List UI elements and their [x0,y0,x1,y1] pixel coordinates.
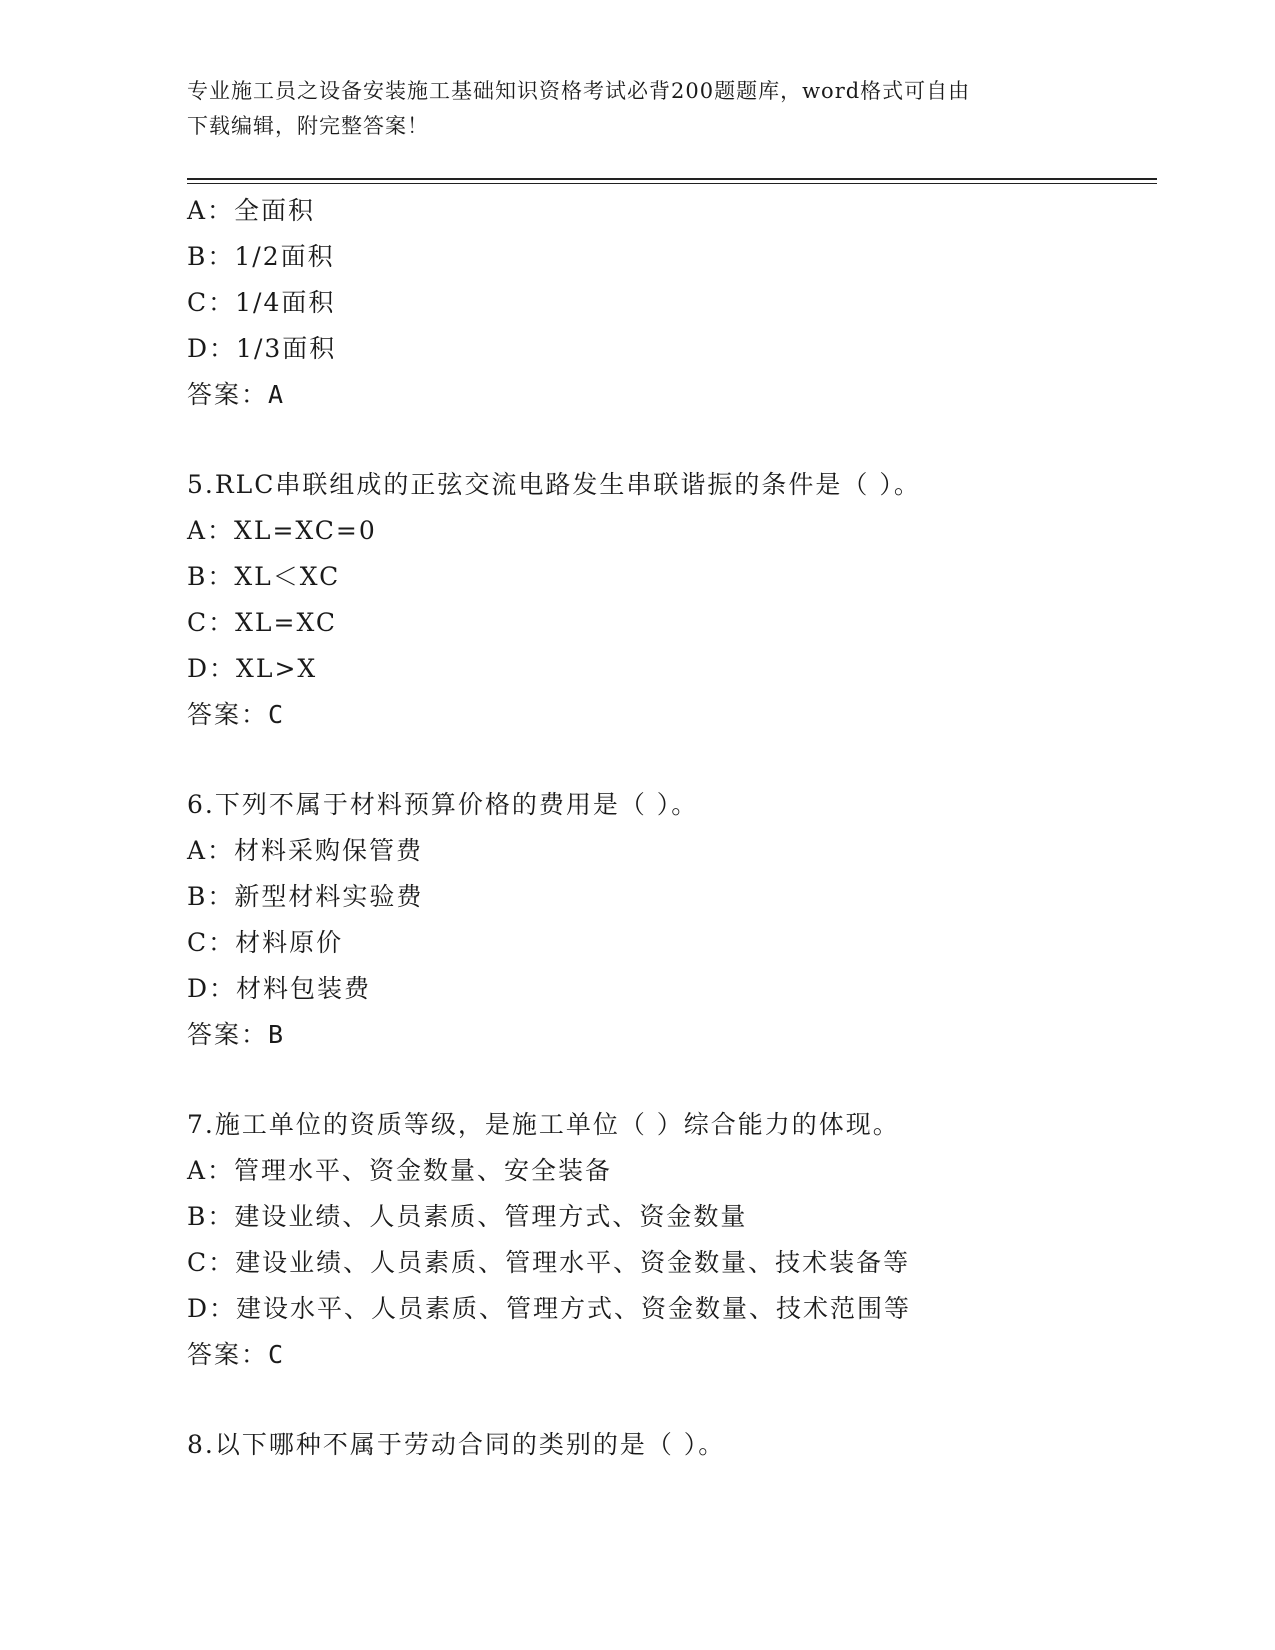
option-b: B：XL＜XC [187,562,341,591]
answer-label: 答案： [187,700,269,729]
option-c: C：1/4面积 [187,288,336,317]
option-c: C：建设业绩、人员素质、管理水平、资金数量、技术装备等 [187,1248,911,1277]
answer-line [187,1332,1147,1378]
question-8-block [187,1422,1147,1468]
option-c: C：XL=XC [187,608,337,637]
header-divider-thin [187,183,1157,184]
option-c: C：材料原价 [187,928,344,957]
question-text: 5.RLC串联组成的正弦交流电路发生串联谐振的条件是（ ）。 [187,470,921,499]
question-list [187,188,1147,1468]
question-5-block [187,462,1147,738]
answer-value: A [268,380,284,409]
option-d: D：XL>X [187,654,318,683]
answer-value: C [268,1340,284,1369]
option-d: D：材料包装费 [187,974,372,1003]
answer-line [187,1012,1147,1058]
answer-line [187,372,1147,418]
option-b: B：1/2面积 [187,242,335,271]
answer-value: B [268,1020,284,1049]
option-a: A：XL=XC=0 [187,516,377,545]
header-divider-thick [187,178,1157,180]
question-text: 7.施工单位的资质等级，是施工单位（ ）综合能力的体现。 [187,1110,900,1139]
document-header [187,74,1087,144]
header-line-2: 下载编辑，附完整答案！ [187,114,429,138]
option-b: B：新型材料实验费 [187,882,424,911]
option-a: A：材料采购保管费 [187,836,424,865]
option-b: B：建设业绩、人员素质、管理方式、资金数量 [187,1202,748,1231]
question-text: 8.以下哪种不属于劳动合同的类别的是（ ）。 [187,1430,726,1459]
question-text: 6.下列不属于材料预算价格的费用是（ ）。 [187,790,699,819]
question-6-block [187,782,1147,1058]
header-line-1: 专业施工员之设备安装施工基础知识资格考试必背200题题库，word格式可自由 [187,79,971,103]
question-7-block [187,1102,1147,1378]
option-d: D：建设水平、人员素质、管理方式、资金数量、技术范围等 [187,1294,912,1323]
option-d: D：1/3面积 [187,334,337,363]
option-a: A：管理水平、资金数量、安全装备 [187,1156,613,1185]
answer-value: C [268,700,284,729]
answer-label: 答案： [187,380,269,409]
answer-line [187,692,1147,738]
answer-label: 答案： [187,1340,269,1369]
option-a: A：全面积 [187,196,316,225]
question-4-block [187,188,1147,418]
answer-label: 答案： [187,1020,269,1049]
